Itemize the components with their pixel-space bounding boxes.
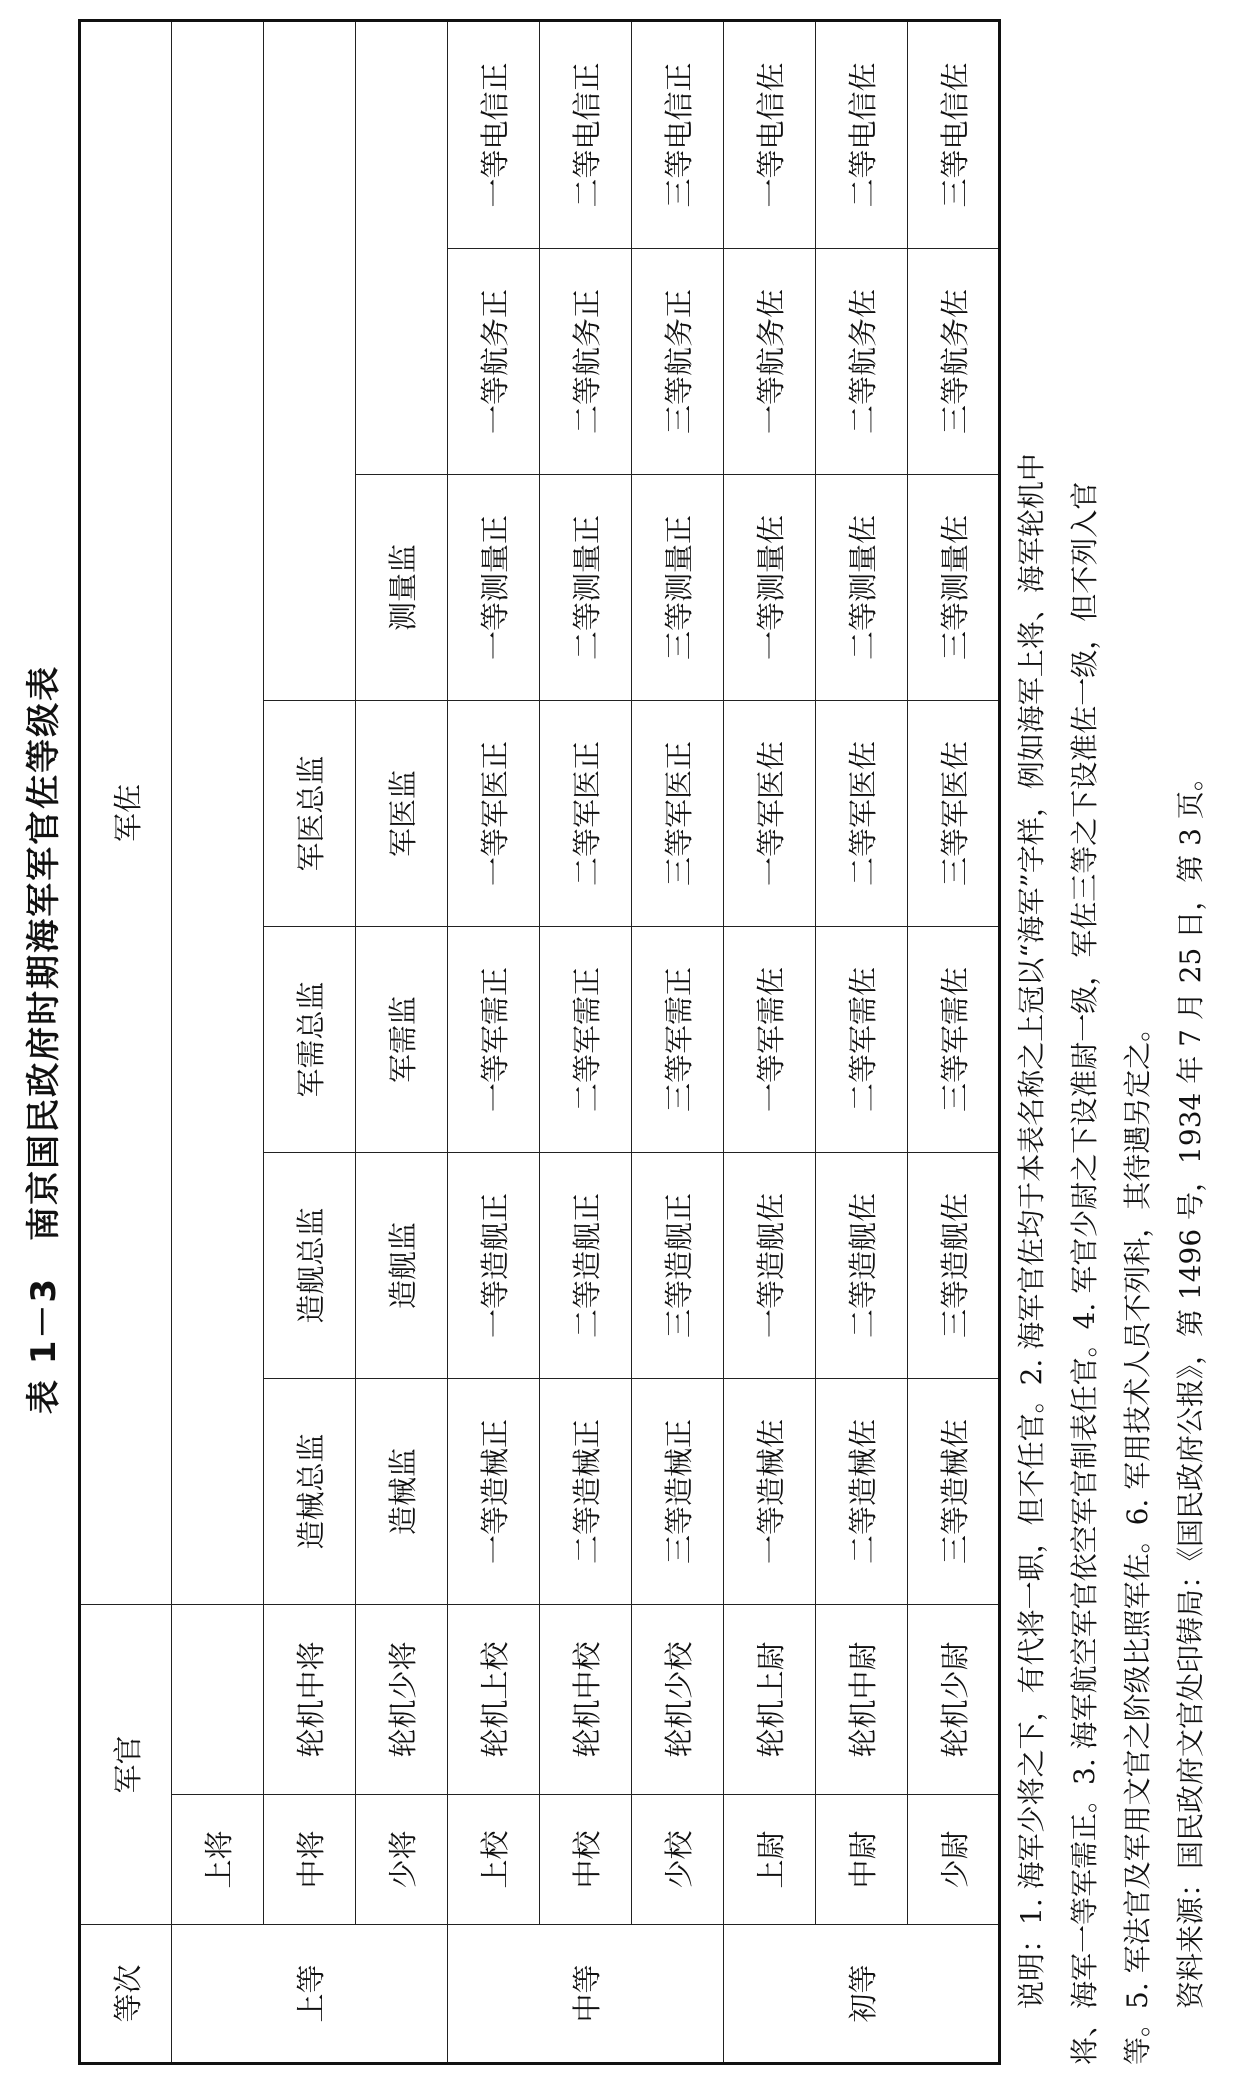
staff-cell: 二等航务正: [540, 248, 632, 474]
table-row: [908, 20, 1000, 2063]
staff-cell: 一等航务佐: [724, 248, 816, 474]
engineer-rank-cell: 轮机中尉: [816, 1604, 908, 1794]
note-line: 等。5. 军法官及军用文官之阶级比照军佐。6. 军用技术人员不列科，其待遇另定之。: [1121, 1013, 1154, 2065]
staff-cell: 军医总监: [264, 700, 356, 926]
staff-cell: 三等军医正: [632, 700, 724, 926]
table-notes: [1005, 15, 1217, 2065]
staff-cell: 一等造舰佐: [724, 1152, 816, 1378]
staff-cell: 一等造舰正: [448, 1152, 540, 1378]
staff-cell: 三等测量正: [632, 474, 724, 700]
staff-cell: 三等造舰正: [632, 1152, 724, 1378]
staff-cell: 一等航务正: [448, 248, 540, 474]
staff-cell: 一等电信佐: [724, 20, 816, 248]
table-row: [816, 20, 908, 2063]
staff-cell: 二等军医佐: [816, 700, 908, 926]
staff-cell: 三等军医佐: [908, 700, 1000, 926]
staff-cell: 一等测量正: [448, 474, 540, 700]
table-row: [448, 20, 540, 2063]
engineer-rank-cell: [172, 1604, 264, 1794]
staff-cell: 三等造舰佐: [908, 1152, 1000, 1378]
staff-cell: 二等测量正: [540, 474, 632, 700]
staff-cell: 二等军医正: [540, 700, 632, 926]
note-line: 说明：1. 海军少将之下，有代将一职，但不任官。2. 海军官佐均于本表名称之上冠以“海军”字样，例如海军上将、海军轮机中: [1015, 453, 1048, 2009]
rank-cell: 上将: [172, 1795, 264, 1925]
staff-cell: 造械总监: [264, 1378, 356, 1604]
table-row: [356, 20, 448, 2063]
staff-cell: 二等造舰佐: [816, 1152, 908, 1378]
rank-cell: 中将: [264, 1795, 356, 1925]
staff-cell: 一等军医佐: [724, 700, 816, 926]
staff-cell-empty: [356, 20, 448, 474]
staff-cell: 一等军需正: [448, 926, 540, 1152]
staff-cell: 军需监: [356, 926, 448, 1152]
staff-cell: 三等航务佐: [908, 248, 1000, 474]
staff-cell: 三等测量佐: [908, 474, 1000, 700]
staff-cell: 一等测量佐: [724, 474, 816, 700]
staff-cell: 一等造械佐: [724, 1378, 816, 1604]
staff-cell: 造械监: [356, 1378, 448, 1604]
header-staff: 军佐: [80, 20, 172, 1604]
staff-cell: 军医监: [356, 700, 448, 926]
engineer-rank-cell: 轮机中将: [264, 1604, 356, 1794]
staff-cell: 二等航务佐: [816, 248, 908, 474]
staff-cell: 一等军医正: [448, 700, 540, 926]
rank-table-wrapper: [78, 22, 998, 2065]
engineer-rank-cell: 轮机少尉: [908, 1604, 1000, 1794]
header-grade: 等次: [80, 1925, 172, 2064]
staff-cell: 一等电信正: [448, 20, 540, 248]
staff-cell: 二等军需正: [540, 926, 632, 1152]
staff-cell: 三等军需正: [632, 926, 724, 1152]
staff-cell: 三等造械正: [632, 1378, 724, 1604]
engineer-rank-cell: 轮机上校: [448, 1604, 540, 1794]
rank-cell: 中校: [540, 1795, 632, 1925]
staff-cell: 二等造械佐: [816, 1378, 908, 1604]
rank-cell: 上尉: [724, 1795, 816, 1925]
staff-cell: 二等造舰正: [540, 1152, 632, 1378]
staff-cell: 一等造械正: [448, 1378, 540, 1604]
rank-cell: 中尉: [816, 1795, 908, 1925]
rank-cell: 少将: [356, 1795, 448, 1925]
staff-cell: 二等测量佐: [816, 474, 908, 700]
staff-cell: 造舰监: [356, 1152, 448, 1378]
engineer-rank-cell: 轮机少将: [356, 1604, 448, 1794]
rank-cell: 少尉: [908, 1795, 1000, 1925]
source-line: 资料来源：国民政府文官处印铸局：《国民政府公报》，第 1496 号，1934 年 7 月 25 日，第 3 页。: [1174, 763, 1207, 2009]
staff-cell: 三等电信佐: [908, 20, 1000, 248]
table-row: [264, 20, 356, 2063]
staff-cell: 二等电信佐: [816, 20, 908, 248]
table-row: [724, 20, 816, 2063]
table-title: 表 1－3 南京国民政府时期海军军官佐等级表: [24, 664, 64, 1415]
staff-cell: 二等造械正: [540, 1378, 632, 1604]
staff-cell: 测量监: [356, 474, 448, 700]
grade-cell: 中等: [448, 1925, 724, 2064]
engineer-rank-cell: 轮机上尉: [724, 1604, 816, 1794]
staff-cell: 军需总监: [264, 926, 356, 1152]
staff-cell-empty: [264, 20, 356, 700]
staff-cell: 三等电信正: [632, 20, 724, 248]
staff-cell: 二等电信正: [540, 20, 632, 248]
staff-cell: 三等航务正: [632, 248, 724, 474]
note-line: 将、海军一等军需正。3. 海军航空军官依空军官制表任官。4. 军官少尉之下设准尉一级，军佐三等之下设准佐一级，但不列入官: [1068, 481, 1101, 2065]
staff-cell: 三等军需佐: [908, 926, 1000, 1152]
rank-cell: 少校: [632, 1795, 724, 1925]
staff-cell: 造舰总监: [264, 1152, 356, 1378]
table-row: [540, 20, 632, 2063]
engineer-rank-cell: 轮机少校: [632, 1604, 724, 1794]
table-row: [632, 20, 724, 2063]
staff-cell: 一等军需佐: [724, 926, 816, 1152]
staff-cell-empty: [172, 20, 264, 1604]
grade-cell: 初等: [724, 1925, 1000, 2064]
rank-cell: 上校: [448, 1795, 540, 1925]
grade-cell: 上等: [172, 1925, 448, 2064]
table-row: [172, 20, 264, 2063]
staff-cell: 三等造械佐: [908, 1378, 1000, 1604]
rank-table: [78, 19, 1001, 2065]
header-row: [80, 20, 172, 2063]
engineer-rank-cell: 轮机中校: [540, 1604, 632, 1794]
header-officer: 军官: [80, 1604, 172, 1924]
staff-cell: 二等军需佐: [816, 926, 908, 1152]
